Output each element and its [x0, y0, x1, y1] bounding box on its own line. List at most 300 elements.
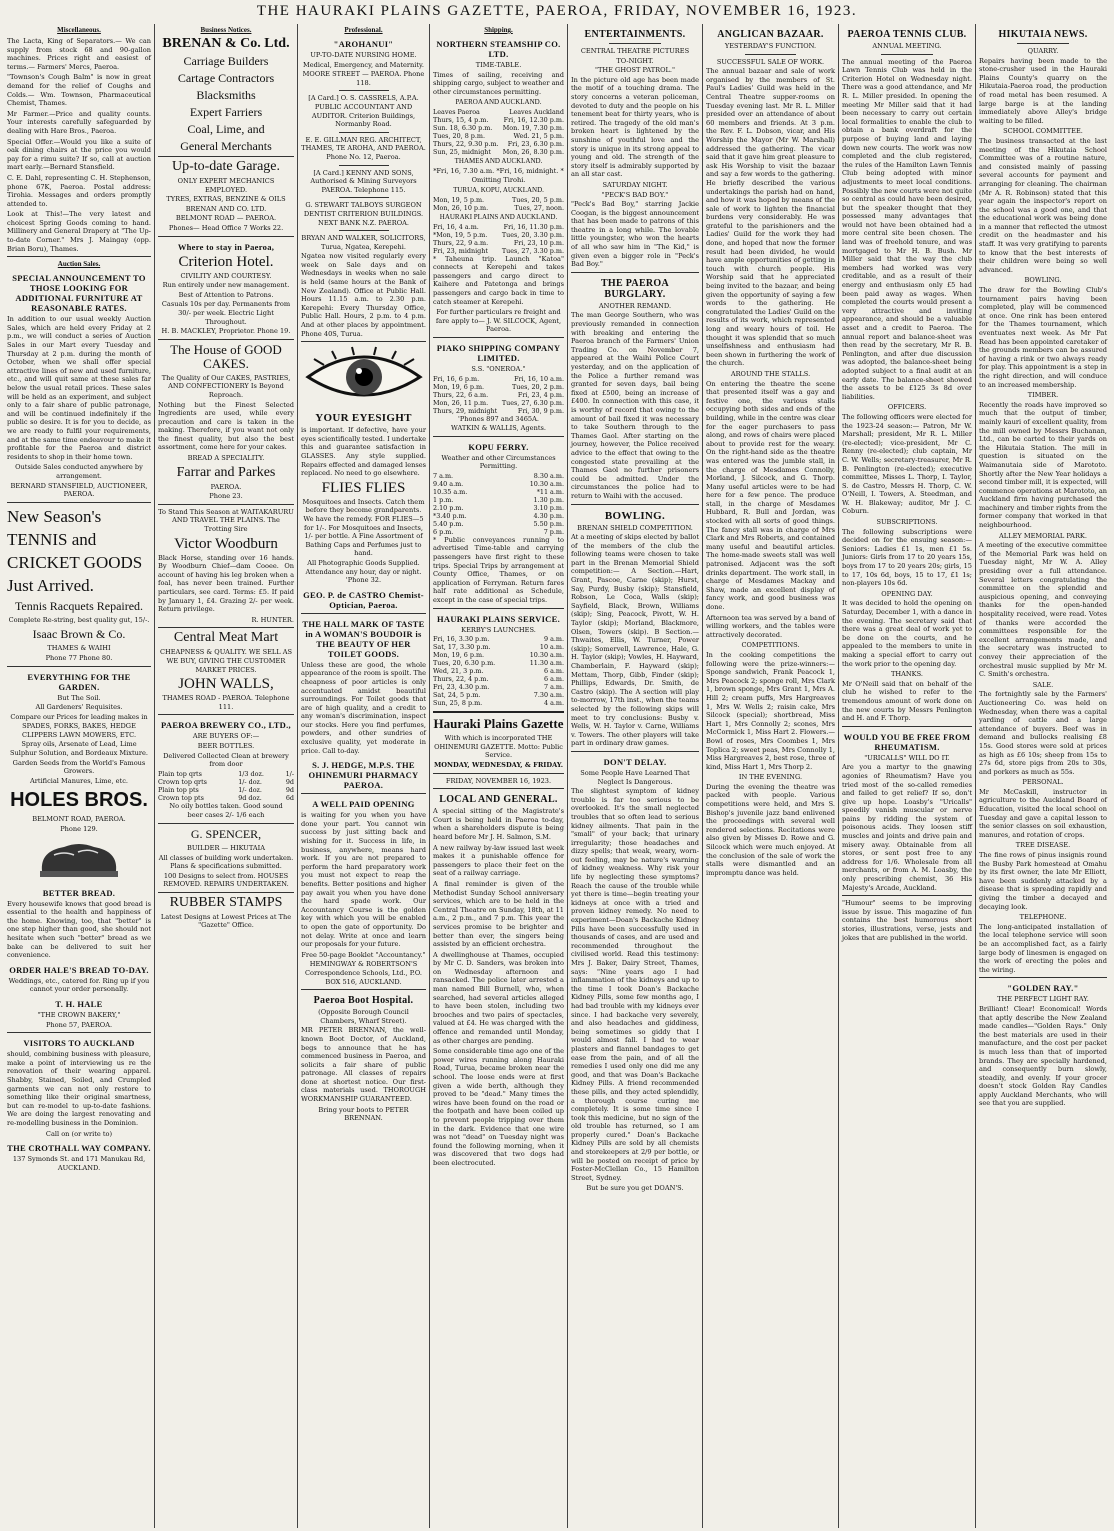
visitors-headline: VISITORS TO AUCKLAND: [23, 1038, 135, 1049]
auction-outside: Outside Sales conducted anywhere by arrangement.: [15, 463, 143, 480]
eyesight-headline: YOUR EYESIGHT: [315, 412, 412, 425]
tennis-club-body: The annual meeting of the Paeroa Lawn Tennis Club was held in the Criterion Hotel on Wednesday night. There was a good attendance, and Mr R. L. Miller presided. In opening the meeting Mr Miller said that it had been necessary to carry out certain local formalities to enable the club to obtain a bank overdraft for the purpose of buying land and laying down new courts. The work was now completed and the club registered, the rules of the Hamilton Lawn Tennis Club being adopted with minor adjustments to meet local conditions. Possibly the new courts were not quite so central as could have been desired, but the speaker thought that they possessed many advantages that would not have been obtained had a more central site been chosen. The land was of freehold tenure, and was mortgaged to Mr H. B. Bush. Mr Miller said that the way the club members had worked was very creditable, and as a result of their energy and enthusiasm only £5 had been paid away as wages. When completed the courts would present a very attractive and inviting appearance, and should be a valuable asset and a credit to Paeroa. The annual report and balance-sheet was then read by the secretary, Mr R. B. Penlington, and after due discussion was adopted, the balance-sheet being adopted subject to a final audit at an early date. The balance-sheet showed the assets to be £125 3s 8d over liabilities.: [842, 57, 972, 401]
divider: [339, 90, 389, 91]
divider: [7, 256, 151, 257]
table-row: 7 a.m. 8.30 a.m.: [433, 471, 564, 480]
brenan-line: Expert Farriers: [189, 105, 263, 119]
cakes-quality: The Quality of Our CAKES, PASTRIES, AND CONFECTIONERY Is Beyond Reproach.: [161, 373, 291, 399]
better-bread-body: Every housewife knows that good bread is essential to the health and happiness of the home. Knowing, too, that "better" is one step higher than good, she should not hesitate when such "better" bread as we bake can be delivered to suit her convenience.: [7, 899, 151, 960]
table-row: Thurs, 22, 9.30 p.m. Fri, 23, 6.30 p.m.: [433, 140, 564, 149]
ad-lacta: The Lacta, King of Separators.— We can supply from stock 68 and 90-gallon machines. Prices right and easiest of terms.— Farmers' Mercs, Paeroa.: [7, 37, 151, 71]
brewery-sub: ARE BUYERS OF:—: [192, 732, 260, 741]
brewery-headline: PAEROA BREWERY CO., LTD.,: [161, 720, 291, 731]
garden-sub: But The Soil.: [57, 693, 101, 702]
table-row: Mon, 19, 6 p.m. 10.30 a.m.: [433, 651, 564, 660]
divider: [339, 230, 389, 231]
table-row: Mon, 19, 5 p.m. Tues, 20, 5 p.m.: [433, 195, 564, 204]
piako-headline: PIAKO SHIPPING COMPANY LIMITED.: [436, 342, 561, 363]
turua-kopu-table: [433, 196, 564, 212]
telephone-body: The long-anticipated installation of the local telephone service will soon be an accomplished fact, as a fairly large body of linesmen is engaged on the work of erecting the poles and the wiring.: [979, 922, 1107, 974]
timber-headline: TIMBER.: [1027, 391, 1059, 400]
table-row: *Mon, 19, 5 p.m. Tues, 20, 3.30 p.m.: [433, 230, 564, 239]
arohanui-body: Medical, Emergency, and Maternity.: [303, 60, 424, 69]
holes-address: BELMONT ROAD, PAEROA.: [32, 815, 126, 824]
local-item: A dwellinghouse at Thames, occupied by Mr C. D. Sanders, was broken into on Wednesday afternoon and ransacked. The police later arrested a man named Bill Burnell, who, when searched, had several articles alleged to have been stolen, including two brooches and two pairs of spectacles, valued at £4. He was charged with the offence and remanded until Monday, as other charges are pending.: [433, 950, 564, 1045]
boot-signature: Bring your boots to PETER BRENNAN.: [318, 1105, 409, 1123]
table-row: Thurs, 22, 4 p.m. 6 a.m.: [433, 675, 564, 684]
garden-spray: Spray oils, Arsenate of Lead, Lime Sulphur Solution, and Bordeaux Mixture.: [9, 740, 149, 758]
farrar-location: PAEROA.: [210, 482, 242, 491]
garage-line: TYRES, EXTRAS, BENZINE & OILS: [166, 195, 286, 204]
divider: [571, 751, 699, 752]
ad-dahl: C. E. Dahl, representing C. H. Stephenson, phone 67K, Paeroa. Postal address: Tirohia. Messages and orders promptly attended to.: [7, 173, 151, 208]
ad-good-cakes: The House of GOOD CAKES.: [170, 341, 282, 371]
farrar-phone: Phone 23.: [209, 492, 243, 501]
divider: [301, 989, 426, 990]
ad-bryan-walker: BRYAN AND WALKER, SOLICITORS, Turua, Ngatea, Kerepehi.: [301, 234, 426, 251]
ghost-body: In the picture old age has been made the motif of a touching drama. The story concerns a veteran policeman, devoted to duty and the people on his tenement beat for thirty years, who is retired. The tragedy of the old man's broken heart is lightened by the sunshine of youthful love and the story is unique in its strong appeal to young and old. The strength of the story itself is admirably supported by an all star cast.: [571, 75, 699, 179]
alley-headline: ALLEY MEMORIAL PARK.: [999, 531, 1087, 540]
brewery-price-table: [158, 770, 294, 802]
boot-body: MR PETER BRENNAN, the well-known Boot Doctor, of Auckland, begs to announce that he has commenced business in Paeroa, and solicits a fair share of public patronage. All classes of repairs done at shortest notice. Our first-class materials used. THOROUGH WORKMANSHIP GUARANTEED.: [301, 1026, 426, 1104]
brewery-nobottles: No oily bottles taken. Good sound: [169, 801, 283, 810]
weddings: Weddings, etc., catered for. Ring up if you cannot your order personally.: [8, 976, 150, 994]
section-category: Miscellaneous.: [57, 26, 101, 34]
hauraki-service-table: [433, 635, 564, 707]
brenan-line: Carriage Builders: [183, 54, 269, 68]
photographic: All Photographic Goods Supplied. Attendance any hour, day or night. 'Phone 32.: [305, 558, 422, 585]
victor-body: Black Horse, standing over 16 hands. By Woodburn Chief—dam Cooee. On account of having his leg broken when a foal, has never been trained. Further particulars, see card. Terms: £5. If paid by January 1, £4. Grazing 2/- per week. Return privilege.: [158, 553, 294, 614]
table-row: Fri, 23, midnight Tues, 27, 3.30 p.m.: [433, 246, 564, 255]
table-row: Sun. 18, 6.30 p.m. Mon. 19, 7.30 p.m.: [433, 124, 564, 133]
golden-ray-sub: THE PERFECT LIGHT RAY.: [997, 995, 1089, 1004]
ghost-patrol: "THE GHOST PATROL.": [594, 66, 676, 75]
gazette-date: FRIDAY, NOVEMBER 16, 1923.: [445, 776, 552, 785]
table-row: Sat, 17, 3.30 p.m. 10 a.m.: [433, 643, 564, 652]
ad-brenan: BRENAN & Co. Ltd.: [162, 36, 290, 51]
bazaar-sub: YESTERDAY'S FUNCTION.: [724, 42, 817, 50]
ad-special-offer: Special Offer.—Would you like a suite of oak dining chairs at the price you would pay for a rimu suite? If so, call at auction mart early.—Bernard Stansfield.: [7, 137, 151, 172]
hauraki-note: * Taheuna trip. Launch "Katoa" connects at Kerepehi and takes passengers and cargo direct to Kaihere and Patetonga and brings passengers and cargo back in time to catch steamer at Kerepehi.: [433, 254, 564, 306]
stalls-headline: AROUND THE STALLS.: [730, 369, 811, 378]
ad-restring: Complete Re-string, best quality gut, 15/-.: [8, 615, 150, 624]
evening-headline: IN THE EVENING.: [738, 773, 803, 782]
garden-tools: SPADES, FORKS, BAKES, HEDGE CLIPPERS LAWN MOWERS, ETC.: [21, 722, 137, 739]
local-general-headline: LOCAL AND GENERAL.: [439, 794, 558, 806]
divider: [158, 504, 294, 505]
stay-headline: Where to stay in Paeroa,: [177, 241, 275, 252]
column-4: [429, 24, 567, 1528]
opening-day-headline: OPENING DAY.: [881, 589, 933, 598]
divider: [433, 436, 564, 437]
eye-illustration: [304, 345, 424, 407]
divider: [609, 43, 660, 44]
ad-racquets: Tennis Racquets Repaired.: [14, 598, 144, 613]
dont-delay-sub: Some People Have Learned That Neglect Is Dangerous.: [580, 768, 690, 786]
table-row: Fri, 16, 3.30 p.m. 9 a.m.: [433, 635, 564, 644]
divider: [433, 608, 564, 609]
table-row: Thurs, 15, 4 p.m. Fri, 16, 12.30 p.m.: [433, 116, 564, 125]
hauraki-auckland-table: [433, 223, 564, 255]
officers-headline: OFFICERS.: [887, 403, 927, 412]
golden-ray-headline: "GOLDEN RAY.": [1007, 983, 1079, 994]
auction-signature: BERNARD STANSFIELD, AUCTIONEER, PAEROA.: [10, 481, 148, 499]
opening-day-body: It was decided to hold the opening on Saturday, December 1, with a dance in the evening. The secretary said that there was a great deal of work yet to be done on the courts, and he appealed to the members to unite in making a special effort to carry out the work prior to the opening day.: [842, 599, 972, 668]
table-row: Crown top pts 9d doz. 6d: [158, 793, 294, 802]
pecks-bad-boy: "PECK'S BAD BOY.": [601, 190, 669, 199]
crothall-address: 137 Symonds St. and 171 Manukau Rd, AUCKLAND.: [12, 1155, 146, 1172]
table-row: Fri, 23, 4.30 p.m. 7 a.m.: [433, 683, 564, 692]
ad-farrar-parkes: Farrar and Parkes: [176, 464, 276, 480]
ad-farmer: Mr Farmer.—Price and quality counts. Your interests carefully safeguarded by dealing with Hare Bros., Paeroa.: [7, 109, 151, 135]
steamship-headline: NORTHERN STEAMSHIP CO. LTD.: [436, 39, 561, 59]
holes-phone: Phone 129.: [60, 825, 98, 834]
hale-shop: "THE CROWN BAKERY,": [37, 1010, 121, 1019]
column-1: [4, 24, 154, 1528]
paeroa-auckland-headline: PAEROA AND AUCKLAND.: [455, 98, 542, 107]
bazaar-headline: ANGLICAN BAZAAR.: [717, 29, 824, 40]
peck-body: "Peck's Bad Boy," starring Jackie Coogan, is the biggest announcement that has been made to patrons of this theatre in a long while. The lovable little youngster, who won the hearts of all who saw him in "The Kid," is given even a bigger role in "Peck's Bad Boy.": [571, 200, 699, 269]
arohanui-address: MOORE STREET — PAEROA. Phone 118.: [302, 70, 425, 87]
piako-phones: 'Phones 897 and 3465A.: [458, 414, 539, 423]
sale-body: The fortnightly sale by the Farmers' Auctioneering Co. was held on Wednesday, when there was a capital yarding of cattle and a large attendance of buyers. Beef was in demand and bullocks realising £8 15s. Good stores were sold at prices as high as £6 10s; sheep from 15s to 27s 6d, store pigs from 20s to 30s, and porkers as much as 55s.: [979, 690, 1107, 776]
ad-tennis-line-4: Just Arrived.: [7, 575, 94, 595]
ad-victor-woodburn: Victor Woodburn: [174, 535, 278, 552]
personal-headline: PERSONAL.: [1022, 778, 1064, 787]
mackley: H. B. MACKLEY, Proprietor. Phone 19.: [161, 327, 291, 336]
school-body: The business transacted at the last meeting of the Hikutaia School Committee was of a routine nature, and consisted mainly of passing several accounts for payment and arranging for cleaning. The chairman (Mr A. R. Robinson) stated that this year again the inspector's report on the school was a good one, and that the educational work was being done in a manner that reflected the utmost credit on the headmaster and his staff. It was very gratifying to parents to know that the best interests of their children were being so well advanced.: [979, 136, 1107, 274]
divider: [158, 236, 294, 237]
meat-body: CHEAPNESS & QUALITY. WE SELL AS WE BUY, GIVING THE CUSTOMER MARKET PRICES.: [159, 648, 293, 674]
flies-headline: FLIES FLIES: [321, 479, 406, 496]
bowling-body: The draw for the Bowling Club's tournament pairs having been completed, play will be commenced at once. One rink has been entered for the Thames tournament, which eventuates next week. As Mr Pat Read has been appointed caretaker of the grounds members can be assured of having a rink or two always ready for play. This appointment is a step in the right direction, and will conduce to an increased membership.: [979, 286, 1107, 389]
divider: [158, 339, 294, 340]
ad-isaac-location: THAMES & WAIHI: [47, 644, 111, 653]
bowling-body: At a meeting of skips elected by ballot of the members of the club the following teams were chosen to take part in the Brenan Memorial Shield competition:— A Section.—Hart, Grant, Pascoe, Carne (skip); Hurst, Say, Purdy, Busby (skip); Stansfield, Robson, Le Coca, Walls (skip); Sayfield, Black, Brown, Williams (skip); Sing, Peacock, Pivott, W. H. Taylor (skip); Morland, Blackmore, Olsen, Towers (skip). B Section.—Thwaites, Ellis, W. Turner, Power (skip); Somervell, Lawrence, Hale, G. H. Taylor (skip); Vowles, H. Hayward, Chamberlain, F. Hayward (skip); Mettam, Thorp, Gibb, Finder (skip); Phillips, Edwards, Dr. Smith, de Castro (skip). The A section will play to-morrow, 17th inst., when the teams selected by the following skips will meet to try conclusions: Busby v. Wells, W. H. Taylor v. Carne, Williams v. Towers. The other players will take part in ordinary draw games.: [571, 533, 699, 748]
bowling-headline: BOWLING.: [604, 509, 666, 522]
ad-kenny: [A Card.] KENNY AND SONS, Authorised & Mining Surveyors PAEROA. Telephone 115.: [310, 168, 417, 194]
bowling-headline: BOWLING.: [1024, 276, 1062, 285]
table-row: Mon, 19, 6 p.m. Tues, 20, 2 p.m.: [433, 382, 564, 391]
ad-arohanui: "AROHANUI": [333, 39, 394, 49]
ad-tennis-line-3: CRICKET GOODS: [7, 552, 143, 572]
column-8: [975, 24, 1110, 1528]
divider: [433, 711, 564, 713]
spencer-body: All classes of building work undertaken. Plans & specifications submitted.: [158, 853, 294, 871]
personal-body: Mr McCaskill, instructor in agriculture to the Auckland Board of Education, visited the local school on Tuesday and gave a capital lesson to the senior classes on soil exhaustion, manures, and rotation of crops.: [979, 787, 1107, 839]
telephone-headline: TELEPHONE.: [1019, 913, 1067, 922]
ad-townsons: "Townson's Cough Balm" is now in great demand for the relief of Coughs and Colds.— Wm. Townson, Pharmaceutical Chemist, Thames.: [7, 73, 151, 108]
victor-signature: R. HUNTER.: [251, 615, 294, 624]
divider: [301, 613, 426, 614]
thames-auckland-headline: THAMES AND AUCKLAND.: [454, 157, 543, 166]
garden-requisites: All Gardeners' Requisites.: [35, 703, 123, 712]
table-row: Wed, 21, 3 p.m. 6 a.m.: [433, 667, 564, 676]
walls-address: THAMES ROAD - PAEROA. Telephone 111.: [162, 694, 290, 711]
humour-notice: "Humour" seems to be improving issue by issue. This magazine of fun contains the best humorous short stories, illustrations, verse, jests and jokes that are published in the world.: [842, 899, 972, 942]
hale-phone: Phone 57, PAEROA.: [45, 1020, 113, 1029]
divider: [842, 895, 972, 896]
subscriptions-body: The following subscriptions were decided on for the ensuing season:— Seniors: Ladies £1 1s, men £1 5s. Juniors: Girls from 17 to 20 years 15s, boys from 17 to 20 years 20s; girls, 15 to 17, 10s 6d, boys, 15 to 17, £1 1s; non-players 10s 6d.: [842, 527, 972, 588]
brenan-line: General Merchants: [180, 139, 272, 153]
turua-kopu-headline: TURUA, KOPU, AUCKLAND.: [453, 185, 544, 194]
divider: [339, 132, 389, 133]
hemingway: HEMINGWAY & ROBERTSON'S Correspondence Schools, Ltd., P.O. BOX 516, AUCKLAND.: [304, 960, 423, 986]
opening-headline: A WELL PAID OPENING: [312, 799, 415, 810]
garden-compare: Compare our Prices for leading makes in: [10, 712, 148, 721]
dont-delay-signature: But be sure you get DOAN'S.: [586, 1184, 684, 1193]
garden-manures: Artificial Manures, Lime, etc.: [30, 776, 128, 785]
hauraki-further: For further particulars re freight and fare apply to— J. W. SILCOCK, Agent, Paeroa.: [435, 308, 562, 334]
bread-loaf-illustration: [34, 837, 124, 883]
divider: [571, 272, 699, 273]
table-row: Sat, 24, 5 p.m. 7.30 a.m.: [433, 691, 564, 700]
garden-headline: EVERYTHING FOR THE GARDEN.: [27, 671, 131, 692]
quarry-headline: QUARRY.: [1027, 47, 1059, 55]
criterion-sub: CIVILITY AND COURTESY.: [180, 271, 272, 280]
visitors-body: should, combining business with pleasure, make a point of interviewing us re the renovation of their wearing apparel. Shabby, Stained, Soiled, and Crumpled garments we can not only restore to something like their original smartness, but can re-model to up-to-date fashions. We are doing the largest renovating and re-modelling business in the Dominion.: [7, 1050, 151, 1127]
rheumatism-body: Are you a martyr to the gnawing agonies of Rheumatism? Have you tried most of the so-called remedies and failed to get relief? If so, don't give up hope. Loasby's "Uricalls" speedily vanish muscular or nerve pains by ridding the system of poisonous acids. They loosen stiff muscles and joints and drive pain and misery away. Obtainable from all stores, or sent post free to any address for 1/6. Wholesale from all merchants, or from A. M. Loasby, the only prescribing chemist, 36 His Majesty's Arcade, Auckland.: [842, 763, 972, 892]
hale-name: T. H. HALE: [55, 998, 103, 1009]
ad-criterion-hotel: Criterion Hotel.: [178, 253, 274, 270]
tea-body: Afternoon tea was served by a band of willing workers, and the tables were attractively decorated.: [706, 613, 835, 639]
kopu-headline: KOPU FERRY.: [468, 441, 529, 452]
steamship-sub: TIME-TABLE.: [475, 61, 522, 69]
kopu-body: * Public conveyances running to advertised Time-table and carrying passengers have first right to these trips. Special Trips by arrangement at County Office, Thames, or on application of Ferryman. Return fares half rate additional as Schedule, except in the case of special trips.: [433, 535, 564, 605]
tree-headline: TREE DISEASE.: [1015, 841, 1071, 850]
table-row: Crown top qrts 1/- doz. 9d: [158, 777, 294, 786]
visitors-call: Call on (or write to): [45, 1129, 113, 1138]
ad-spencer: G. SPENCER,: [190, 826, 262, 841]
bazaar-body: The annual bazaar and sale of work organised by the members of St. Paul's Ladies' Guild was held in the Central Theatre supper-rooms on Tuesday evening last. Mr R. L. Miller presided over an attendance of about 60 members and friends. At 3 p.m. the Rev. F. L. Dobson, vicar, and His Worship the Mayor (Mr W. Marshall) addressed the gathering. The vicar said that it gave him great pleasure to ask His Worship to visit the bazaar and say a few words to the gathering. He briefly described the various undertakings the parish had on hand, and how it was hoped by means of the sale of work to lighten the financial burdens very considerably. He was grateful to the parishioners and the Ladies' Guild for the work they had done, and hoped that now the former result had been divided, he would have ample opportunities of getting in touch with church people. His Worship said that he appreciated being invited to the bazaar, and being given the opportunity of saying a few words to the gathering. He congratulated the Ladies' Guild on the results of its work, which represented long and weary hours of toil. He thought it was splendid that so much unselfishness and enthusiasm had been shown in furthering the work of the church.: [706, 67, 835, 368]
divider: [433, 337, 564, 338]
thanks-headline: THANKS.: [891, 670, 923, 679]
column-7: [838, 24, 975, 1528]
local-item: A final reminder is given of the Methodist Sunday School anniversary services, which are to be held in the Central Theatre on Sunday, 18th, at 11 a.m., 2 p.m., and 7 p.m. This year the services promise to be brighter and better than ever, the singers being assisted by an efficient orchestra.: [433, 879, 564, 949]
section-category: Business Notices.: [200, 26, 252, 34]
column-2: [154, 24, 297, 1528]
piako-ship: S.S. "ONEROA.": [471, 364, 526, 373]
divider: [339, 165, 389, 166]
table-row: Plain top qrts 1/3 doz. 1/-: [158, 769, 294, 778]
garage-line: BRENAN AND CO. LTD.: [185, 204, 267, 213]
divider: [301, 341, 426, 342]
divider: [7, 502, 151, 503]
burglary-body: The man George Southern, who was previously remanded in connection with breaking and entering the Paeroa branch of the Farmers' Union Trading Co. on November 7, appeared at the Waihi Police Court yesterday, and on the application of the Police a further remand was granted for seven days, bail being fixed at £500, being an increase of £400. In connection with this case, it is worthy of record that owing to the amount of bail fixed it was necessary to take Southern through to the Thames Gaol. After starting on the journey, however, the Police received advice to the effect that owing to the congested state prevailing at the Thames Gaol no further prisoners could be admitted. Under the circumstances the police had to return to Waihi with the accused.: [571, 311, 699, 500]
ad-rubber-stamps: RUBBER STAMPS: [169, 894, 283, 910]
kopu-note: Weather and other Circumstances Permitting.: [441, 453, 556, 471]
cakes-special: BREAD A SPECIALITY.: [187, 454, 265, 463]
local-item: Some considerable time ago one of the power wires running along Hauraki Road, Turua, became broken near the school. The loose ends were at first given a wide berth, although they proved to be "dead." Many times the wires have been found on the road or the footpath and have been coiled up to prevent people tripping over them in the dark. Evidence that one wire was not "dead" on Tuesday night was found the following morning, when it was discovered that two dogs had been electrocuted.: [433, 1047, 564, 1167]
hauraki-service-sub: KERBY'S LAUNCHES.: [461, 625, 536, 634]
piako-signature: WATKIN & WALLIS, Agents.: [451, 424, 546, 433]
ad-isaac-phone: Phone 77 Phone 80.: [45, 653, 113, 662]
bowling-sub: BRENAN SHIELD COMPETITION.: [577, 523, 693, 532]
table-row: 9.40 a.m. 10.30 a.m.: [433, 479, 564, 488]
brewery-cases: beer cases 2/- 1/6 each: [187, 811, 265, 820]
alley-body: A meeting of the executive committee of the Memorial Park was held on Tuesday night, Mr W. A. Alley presiding over a full attendance. Several letters congratulating the committee on the splendid and auspicious opening, and conveying thanks for the open-handed hospitality received, were read. Votes of thanks were accorded the committees responsible for the excellent arrangements made, and the secretary was instructed to convey their appreciation of the orchestral music supplied by Mr M. C. Smith's orchestra.: [979, 541, 1107, 679]
column-6: [702, 24, 838, 1528]
divider: [7, 666, 151, 667]
quarry-body: Repairs having been made to the stone-crusher used in the Hauraki Plains County's quarry on the Hikutaia-Paeroa road, the production of road metal has been resumed. A large barge is at the landing immediately above Alley's bridge waiting to be filled.: [979, 56, 1107, 125]
better-bread-headline: BETTER BREAD.: [42, 887, 116, 898]
uricalls: "URICALLS" WILL DO IT.: [864, 753, 950, 762]
divider: [979, 977, 1107, 978]
ad-talboys: G. STEWART TALBOYS SURGEON DENTIST CRITERION BUILDINGS. NEXT BANK N.Z. PAEROA.: [303, 201, 424, 227]
table-row: 5.40 p.m. 5.50 p.m.: [433, 519, 564, 528]
tree-body: The fine rows of pinus insignis round the Busby Park homestead at Omahu by its first owner, the late Mr Elliott, have been suddenly attacked by a disease that is spreading rapidly and giving the timber a decayed and decaying look.: [979, 851, 1107, 911]
table-row: Tues, 20, 8 p.m. Wed. 21, 5 p.m.: [433, 132, 564, 141]
divider: [7, 1032, 151, 1033]
divider: [339, 197, 389, 198]
table-row: Thurs, 22, 6 a.m. Fri, 23, 4 p.m.: [433, 390, 564, 399]
bazaar-sub2: SUCCESSFUL SALE OF WORK.: [716, 57, 825, 66]
ad-isaac-brown: Isaac Brown & Co.: [32, 627, 126, 642]
tennis-club-headline: PAEROA TENNIS CLUB.: [847, 29, 967, 40]
divider: [433, 773, 564, 774]
hauraki-service-headline: HAURAKI PLAINS SERVICE.: [436, 613, 561, 624]
competitions-body: In the cooking competitions the following were the prize-winners:— Sponge sandwich, Frank Peacock 1, Mrs Peacock 2; sponge roll, Mrs Clark 1, brown sponge, Mrs Grant 1, Mrs A. Hill 2; cream puffs, Mrs Hargreaves 1, Mrs W. Wells 2; raisin cake, Mrs Silcock (special); shortbread, Miss Hart 1, Mrs Connolly 2; scones, Mrs McCormick 1, Miss Hart 2. Flowers.—Bowl of roses, Mrs Coombes 1, Mrs Toplica 2; sweet peas, Mrs Connolly 1, Miss Hargreaves 2, best rose, three of kind, Miss Hart 1, Mrs Thorp 2.: [706, 650, 835, 771]
divider: [158, 627, 294, 628]
spencer-sub: BUILDER — HIKUTAIA: [186, 843, 265, 852]
brenan-line: Coal, Lime, and: [187, 122, 265, 136]
masthead: THE HAURAKI PLAINS GAZETTE, PAEROA, FRIDAY, NOVEMBER 16, 1923.: [256, 3, 858, 19]
divider: [745, 54, 797, 55]
theatre: CENTRAL THEATRE PICTURES: [580, 47, 690, 55]
ad-holes-bros: HOLES BROS.: [10, 789, 148, 812]
table-row: 10.35 a.m. *11 a.m.: [433, 487, 564, 496]
ad-look-at-this: Look at This!—The very latest and choicest Spring Goods coming to hand. Millinery and General Drapery at "The Up-to-date Corner." Mrs J. Maingay (opp. Brian Boru), Thames.: [7, 210, 151, 253]
table-row: *3.40 p.m. 4.30 p.m.: [433, 511, 564, 520]
table-row: Tues, 20, 6.30 p.m. 11.30 a.m.: [433, 659, 564, 668]
table-row: 1 p.m. 1.30 p.m.: [433, 495, 564, 504]
divider: [433, 788, 564, 789]
tonight: TO-NIGHT.: [616, 56, 654, 65]
paeroa-auckland-table: [433, 108, 564, 156]
hikutaia-headline: HIKUTAIA NEWS.: [998, 29, 1088, 40]
garage-phones: Phones— Head Office 7 Works 22.: [168, 223, 284, 232]
local-item: A new railway by-law issued last week makes it a punishable offence for passengers to place their feet on the seat of a railway carriage.: [433, 843, 564, 878]
table-row: Plain top pts 1/- doz. 9d: [158, 785, 294, 794]
table-row: Fri, 16, 6 p.m. Fri, 16, 10 a.m.: [433, 374, 564, 383]
criterion-best: Best of Attention to Patrons.: [178, 290, 274, 299]
thanks-body: Mr O'Neill said that on behalf of the club he wished to refer to the tremendous amount of work done on the new courts by Messrs Penlington and H. and F. Thorp.: [842, 679, 972, 723]
columns: [4, 24, 1110, 1528]
entertainments-headline: ENTERTAINMENTS.: [584, 29, 686, 40]
garage-line: BELMONT ROAD — PAEROA.: [175, 214, 277, 223]
divider: [1017, 43, 1068, 44]
table-row: Sun, 25, 8 p.m. 4 a.m.: [433, 699, 564, 708]
ad-tennis-line-1: New Season's: [7, 506, 102, 526]
table-row: Mon, 26, 11 p.m. Tues, 27, 6.30 p.m.: [433, 398, 564, 407]
criterion-casuals: Casuals 10s per day. Permanents from 30/- per week. Electric Light Throughout.: [161, 300, 291, 326]
subscriptions-headline: SUBSCRIPTIONS.: [876, 518, 938, 527]
auction-headline: SPECIAL ANNOUNCEMENT TO THOSE LOOKING FOR ADDITIONAL FURNITURE AT REASONABLE RATES.: [12, 273, 146, 314]
ad-garage: Up-to-date Garage.: [171, 159, 281, 174]
thames-auckland-row: *Fri, 16, 7.30 a.m. *Fri, 16, midnight. * Omitting Tirohi.: [433, 167, 564, 184]
dont-delay-body: The slightest symptom of kidney trouble is far too serious to be overlooked. It's the small neglected troubles that so often lead to serious kidney ailments. That pain in the "small" of your back; that urinary irregularity; those headaches and dizzy spells; that weak, weary, worn-out feeling, may be nature's warning of kidney weakness. Why risk your life by neglecting these symptoms? Reach the cause of the trouble while yet there is time—begin treating your kidneys at once with a tried and proven kidney remedy. No need to experiment—Doan's Backache Kidney Pills have been successfully used in thousands of cases, and are used and recommended throughout the civilised world. Read this testimony: Mrs J. Baker, Dairy Street, Thames, says: "Nine years ago I had inflammation of the kidneys and up to the time I took Doan's Backache Kidney Pills, some few months ago, I had bad trouble with my kidneys ever since. I had backache very severely, and also headaches and giddiness, being sometimes so giddy that I would almost fall. I had to wear plasters and flannel bandages to get ease from the pain, and of all the remedies I used only one did me any good, and that was Doan's Backache Kidney Pills. A friend recommended these pills, and they acted splendidly, a thorough course curing me completely. It is some time since I took this medicine, but no sign of the old trouble has returned, so I am properly cured." Doan's Backache Kidney Pills are sold by all chemists and storekeepers at 2/9 per bottle, or will be posted on receipt of price by Foster-McClellan Co., 15 Hamilton Street, Sydney.: [571, 787, 699, 1182]
school-headline: SCHOOL COMMITTEE.: [1003, 127, 1083, 136]
divider: [158, 892, 294, 893]
cakes-body: Nothing but the Finest Selected Ingredients are used, while every precaution and care is taken in the making. Therefore, if you want not only the finest quality, but also the best assortment, come here for your cakes.: [158, 400, 294, 452]
ad-tennis-line-2: TENNIS and: [7, 529, 97, 549]
section-category: Shipping.: [484, 26, 513, 34]
toilet-body: Unless these are good, the whole appearance of the room is spoilt. The cheapness of poor articles is only accentuated amidst beautiful surroundings. For Toilet goods that are of high quality, and a credit to any woman's discrimination, inspect our stocks. Here you find perfumes, powders, and other sundries of exclusive quality, yet moderate in price. Call to-day.: [301, 660, 426, 755]
hauraki-auckland-headline: HAURAKI PLAINS AND AUCKLAND.: [439, 212, 558, 221]
garden-seeds: Garden Seeds from the World's Famous Growers.: [12, 758, 146, 776]
evening-body: During the evening the theatre was packed with people. Various competitions were held, and Mrs S. Bishop's juvenile jazz band enlivened the proceedings with several well rendered selections. Recitations were also given by Misses D. Rowe and G. Silcock which were much enjoyed. At the conclusion of the sale of work the stalls were dismantled and an impromptu dance was held.: [706, 782, 835, 877]
stalls-body: On entering the theatre the scene that presented itself was a gay and festive one, the various stalls occupying both sides and ends of the building, while in the centre was clear for the eager purchasers to pass along, and rows of chairs were placed about to provide rest for the weary. On the right-hand side as the theatre was entered was the jumble stall, in the charge of Mesdames Connolly, Morland, J. Silcock, and G. Thorp. Many useful articles were to be had here for a few pence. The produce stall, in the charge of Mesdames Hubbard, R. Bull and Jordan, was stocked with all sorts of good things. The fancy stall was in charge of Mrs Clark and Mrs Roberts, and contained many useful and beautiful articles. The home-made sweets stall was well patronised. Adjacent was the soft drinks department. The work stall, in charge of Mesdames Mackay and Shaw, made an excellent display of fancy work, and good business was done.: [706, 379, 835, 611]
saturday: SATURDAY NIGHT.: [602, 180, 668, 189]
hedge: S. J. HEDGE, M.P.S. THE OHINEMURI PHARMACY PAEROA.: [308, 760, 419, 791]
opening-body: is waiting for you when you have done your part. You cannot win success by just sitting back and wishing for it. Success in life, in business, anywhere, means hard work. If you are not prepared to perform the hard preparatory work you must not expect to reap the benefits. Better positions and higher pay await you when you have done the hard spade work. Our Accountancy Course is the golden key with which you will be enabled to open the gate of opportunity. Do not delay. Write at once and learn our proposals for your future.: [301, 811, 426, 949]
column-5: [567, 24, 702, 1528]
divider: [301, 793, 426, 794]
divider: [158, 714, 294, 715]
local-item: A special sitting of the Magistrate's Court is being held in Paeroa to-day, when a shareholders dispute is being heard before Mr J. H. Salmon, S.M.: [433, 807, 564, 841]
arohanui-sub: UP-TO-DATE NURSING HOME.: [310, 51, 417, 59]
piako-table: [433, 375, 564, 415]
crothall-name: THE CROTHALL WAY COMPANY.: [7, 1143, 151, 1154]
divider: [571, 504, 699, 505]
table-row: Thurs, 29, midnight Fri, 30, 9 p.m.: [433, 406, 564, 415]
boot-hospital: Paeroa Boot Hospital.: [313, 995, 414, 1007]
table-row: 6 p.m. 7 p.m.: [433, 527, 564, 536]
houses: 100 Designs to select from. HOUSES REMOVED. REPAIRS UNDERTAKEN.: [163, 871, 289, 889]
timber-body: Recently the roads have improved so much that the output of timber, mainly kauri of excellent quality, from the mill owned by Messrs Buchanan, Ltd., can be carted to their yards on the Hikutaia Station. The mill in question is situated on the Waimanutaia side of Marototo. Shortly after the New Year holidays a second timber mill, it is expected, will commence operations at Marototo, an Auckland firm having purchased the machinery and timber rights from the former company that worked in that neighbourhood.: [979, 400, 1107, 530]
walls-name: JOHN WALLS,: [178, 676, 274, 693]
competitions-headline: COMPETITIONS.: [741, 641, 800, 650]
burglary-headline: THE PAEROA BURGLARY.: [600, 277, 670, 300]
table-row: 2.10 p.m. 3.10 p.m.: [433, 503, 564, 512]
table-header: Leaves Paeroa Leaves Auckland: [433, 108, 564, 117]
de-castro: GEO. P. de CASTRO Chemist-Optician, Paeroa.: [303, 589, 424, 610]
section-category: Professional.: [344, 26, 383, 34]
steamship-note: Times of sailing, receiving and shipping cargo, subject to weather and other circumstances permitting.: [433, 70, 564, 96]
section-category: Auction Sales.: [57, 260, 101, 269]
rheumatism-headline: WOULD YOU BE FREE FROM RHEUMATISM.: [843, 731, 971, 752]
brewery-bottles: BEER BOTTLES.: [197, 741, 255, 750]
golden-ray-body: Brilliant! Clear! Economical! Words that aptly describe the New Zealand made candles—"Golden Rays." Only the best materials are used in their manufacture, and the cost per packet is much less than that of imported brands. They are specially hardened, and consequently burn slowly, steadily, and evenly. If your grocer doesn't stock Golden Ray Candles apply Auckland Merchants, who will see that you are supplied.: [979, 1004, 1107, 1108]
divider: [158, 823, 294, 824]
divider: [158, 156, 294, 157]
order-hales: ORDER HALE'S BREAD TO-DAY.: [9, 964, 149, 975]
officers-body: The following officers were elected for the 1923-24 season:— Patron, Mr W. Marshall; president, Mr R. L. Miller (re-elected); vice-president, Mr C. Renny (re-elected); club captain, Mr C. W. Wells; secretary-treasurer, Mr R. B. Penlington (re-elected); executive committee, Misses L. Thorp, I. Taylor, S. de Castro, Messrs H. Thorp, C. W. O'Neill, I. Towers, A. Steedman, and W. H. Blakeway; auditor, Mr J. C. Coburn.: [842, 412, 972, 516]
ad-gillman: E. E. GILLMAN REG. ARCHITECT, THAMES, TE AROHA, AND PAEROA. Phone No. 12, Paeroa.: [301, 135, 426, 161]
dont-delay-headline: DON'T DELAY.: [603, 756, 667, 767]
stand-notice: To Stand This Season at WAITAKARURU AND TRAVEL THE PLAINS. The Trotting Sire: [158, 507, 294, 534]
tennis-club-sub: ANNUAL MEETING.: [872, 42, 942, 50]
gazette-issue: MONDAY, WEDNESDAY, & FRIDAY.: [433, 761, 564, 769]
toilet-headline: THE HALL MARK OF TASTE in A WOMAN'S BOUDOIR is THE BEAUTY OF HER TOILET GOODS.: [302, 618, 425, 659]
brewery-note: Delivered Collected Clean at brewery from door: [163, 751, 289, 769]
divider: [881, 54, 933, 55]
sale-headline: SALE.: [1032, 680, 1054, 689]
ad-central-meat-mart: Central Meat Mart: [173, 630, 279, 646]
kopu-table: [433, 472, 564, 536]
eyesight-body: is important. If defective, have your eyes scientifically tested. I undertake this and guarantee satisfaction in GLASSES. Any style supplied. Repairs effected and damaged lenses replaced. No need to go elsewhere.: [301, 426, 427, 478]
brenan-line: Blacksmiths: [196, 88, 256, 102]
table-row: Mon, 26, 10 p.m. Tues, 27, noon.: [433, 203, 564, 212]
flies-body: Mosquitoes and Insects. Catch them before they become grandparents. We have the remedy. FOR FLIES—5 for 1/-. For Mosquitoes and Insects, 1/- per bottle. A Fine Assortment of Bathing Caps and Perfumes just to hand.: [302, 497, 425, 558]
table-row: Thurs, 22, 9 a.m. Fri, 23, 10 p.m.: [433, 238, 564, 247]
boot-sub: (Opposite Borough Council Chambers, Wharf Street).: [318, 1008, 409, 1025]
table-row: Fri, 16, 4 a.m. Fri, 16, 11.30 p.m.: [433, 222, 564, 231]
rubber-sub: Latest Designs at Lowest Prices at The "Gazette" Office.: [160, 912, 292, 930]
ad-cassrels: [A Card.] O. S. CASSRELS, A.P.A. PUBLIC ACCOUNTANT AND AUDITOR. Criterion Buildings, Normanby Road.: [308, 94, 419, 129]
burglary-sub: ANOTHER REMAND.: [598, 301, 672, 310]
bryan-body: Ngatea now visited regularly every week on Sale days and on Wednesdays in weeks when no sale is held (same hours at the Bank of New Zealand). Office at Public Hall. Hours 11.15 a.m. to 2.30 p.m. Kerepehi: Every Thursday Office, Public Hall. Hours, 2 p.m. to 4 p.m. And at other places by appointment. Phone 40S, Turua.: [301, 252, 426, 338]
